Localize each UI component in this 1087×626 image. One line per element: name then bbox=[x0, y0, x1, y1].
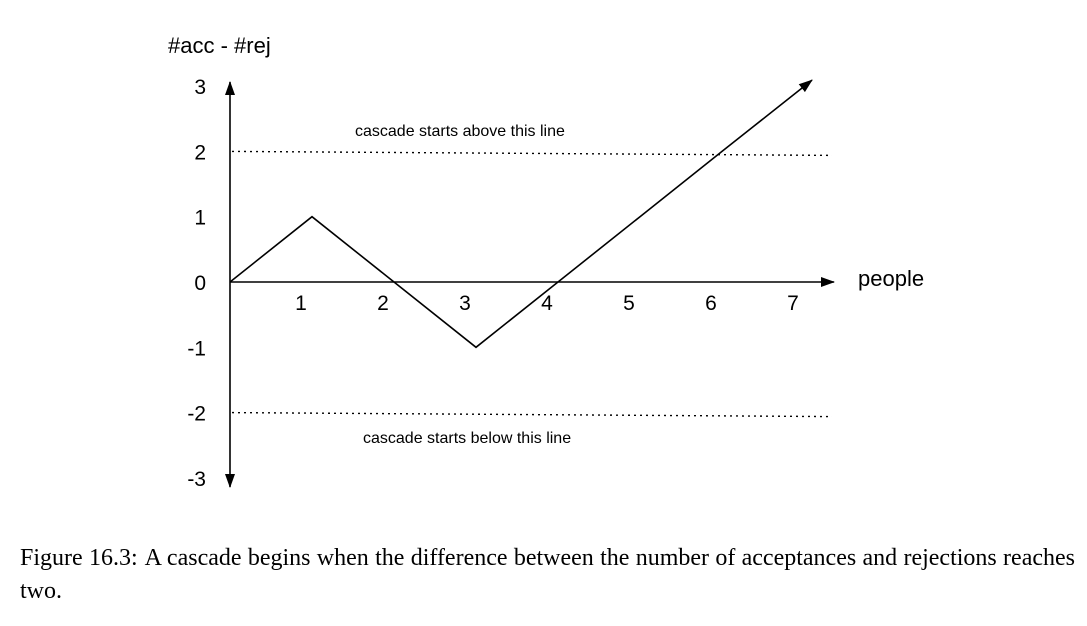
y-axis-title: #acc - #rej bbox=[168, 33, 271, 58]
x-tick-label: 7 bbox=[787, 292, 799, 315]
caption-label: Figure 16.3: bbox=[20, 545, 138, 571]
x-tick-label: 6 bbox=[705, 292, 717, 315]
figure-caption bbox=[20, 542, 1075, 608]
y-tick-label: 2 bbox=[194, 141, 206, 165]
y-tick-label: -3 bbox=[187, 467, 206, 491]
x-tick-labels bbox=[295, 292, 799, 315]
y-tick-label: 0 bbox=[194, 272, 206, 295]
upper-threshold-line bbox=[232, 151, 832, 155]
series-line bbox=[230, 80, 812, 347]
caption-text: A cascade begins when the difference between the number of acceptances and rejections reaches two. bbox=[20, 545, 1076, 604]
upper-threshold-label: cascade starts above this line bbox=[355, 123, 565, 140]
x-tick-label: 3 bbox=[459, 292, 471, 315]
lower-threshold-label: cascade starts below this line bbox=[363, 430, 572, 447]
x-tick-label: 5 bbox=[623, 292, 635, 315]
x-tick-label: 2 bbox=[377, 292, 389, 315]
lower-threshold-line bbox=[232, 413, 832, 417]
series-layer bbox=[230, 80, 812, 347]
y-tick-labels bbox=[187, 76, 206, 491]
x-axis-title: people bbox=[858, 266, 925, 291]
y-tick-label: -2 bbox=[187, 402, 206, 426]
y-tick-label: 1 bbox=[194, 206, 206, 230]
x-tick-label: 1 bbox=[295, 292, 307, 315]
y-tick-label: 3 bbox=[194, 76, 206, 100]
x-tick-label: 4 bbox=[541, 292, 553, 315]
y-tick-label: -1 bbox=[187, 337, 206, 361]
